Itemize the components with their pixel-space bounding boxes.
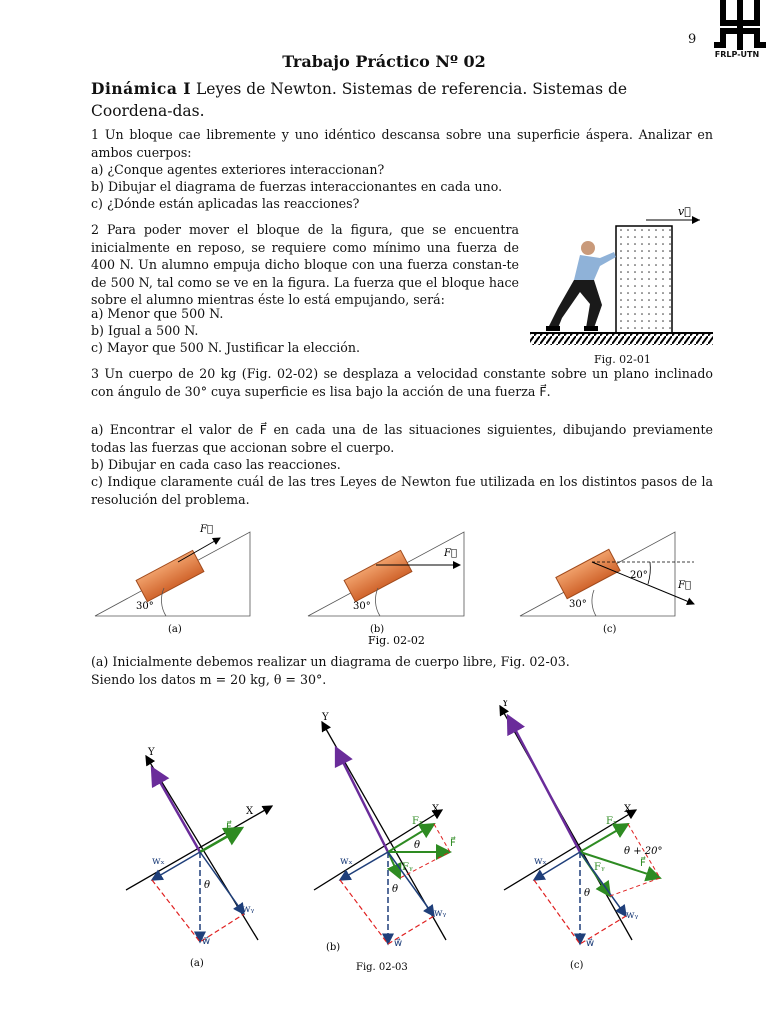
label-c: (c): [603, 624, 617, 635]
theta-b2: θ: [392, 884, 399, 895]
section-heading: [91, 78, 713, 122]
normal-b: n⃗: [338, 752, 345, 763]
fbd-a: [126, 747, 272, 969]
problem1-intro: 1 Un bloque cae libremente y uno idéntico descansa sobre una superficie áspera. Analizar en ambos cuerpos:: [91, 127, 713, 160]
problem2-a: a) Menor que 500 N.: [91, 306, 224, 321]
fy-c: Fᵧ: [594, 862, 605, 873]
axis-x-c: X: [624, 804, 632, 815]
fig0201-caption: Fig. 02-01: [594, 353, 651, 366]
incline-a: [95, 524, 250, 635]
block: [616, 226, 672, 333]
axis-y-b: Y: [322, 712, 329, 723]
axis-x-b: X: [432, 804, 440, 815]
wx-c: wₓ: [534, 856, 547, 867]
problem2-b: b) Igual a 500 N.: [91, 323, 199, 338]
force-a: F⃗: [226, 822, 232, 833]
problem2-intro: 2 Para poder mover el bloque de la figura, que se encuentra inicialmente en reposo, se requiere como mínimo una fuerza de 400 N. Un alumno empuja dicho bloque con una fuerza constan-te de 500 N, tal como se ve en la figura. La fuerza que el bloque hace sobre el alumno mientras éste lo está empujando, será:: [91, 222, 519, 307]
wy-c: wᵧ: [626, 910, 639, 921]
problem3-c: c) Indique claramente cuál de las tres Leyes de Newton fue utilizada en los distintos pasos de la resolución del problema.: [91, 474, 713, 507]
theta-b1: θ: [414, 840, 421, 851]
problem1-b: b) Dibujar el diagrama de fuerzas interaccionantes en cada uno.: [91, 179, 503, 194]
force-c: F⃗: [640, 858, 646, 869]
fbd-c: [500, 700, 662, 971]
angle-label-a: 30°: [136, 601, 154, 612]
heading-bold: Dinámica I: [91, 79, 192, 98]
weight-c: w⃗: [586, 938, 595, 949]
force-label-c: F⃗: [678, 580, 691, 591]
fy-b: Fᵧ: [402, 862, 413, 873]
axis-x-a: X: [246, 806, 254, 817]
solution-line2: Siendo los datos m = 20 kg, θ = 30°.: [91, 672, 327, 687]
fig0202-caption: Fig. 02-02: [368, 634, 425, 647]
problem2-c: c) Mayor que 500 N. Justificar la elección.: [91, 340, 360, 355]
axis-y-c: Y: [502, 700, 509, 709]
extra-angle-label: 20°: [630, 570, 648, 581]
fbd-label-a: (a): [190, 958, 204, 969]
angle-label-b: 30°: [353, 601, 371, 612]
theta-a: θ: [204, 880, 211, 891]
solution-line1: (a) Inicialmente debemos realizar un diagrama de cuerpo libre, Fig. 02-03.: [91, 654, 570, 669]
logo-text: FRLP-UTN: [714, 50, 760, 59]
student-figure: [546, 241, 616, 331]
figure-02-01: [528, 200, 718, 370]
wx-b: wₓ: [340, 856, 353, 867]
incline-b: [308, 532, 464, 635]
page-number: 9: [688, 32, 697, 47]
figure-02-03: [100, 700, 720, 990]
fbd-b: [314, 712, 456, 973]
label-b: (b): [370, 624, 385, 635]
weight-b: w⃗: [394, 938, 403, 949]
problem3-b: b) Dibujar en cada caso las reacciones.: [91, 457, 341, 472]
force-label-a: F⃗: [200, 524, 213, 535]
problem1-c: c) ¿Dónde están aplicadas las reacciones?: [91, 196, 360, 211]
weight-a: w⃗: [202, 936, 211, 947]
heading-rest: Leyes de Newton. Sistemas de referencia. Sistemas de Coordena-das.: [91, 80, 628, 120]
page-title: Trabajo Práctico Nº 02: [282, 52, 486, 71]
angle-label-c: 30°: [569, 599, 587, 610]
problem1-a: a) ¿Conque agentes exteriores interaccionan?: [91, 162, 385, 177]
incline-c: [520, 532, 694, 635]
wy-a: wᵧ: [242, 904, 255, 915]
force-label-b: F⃗: [444, 548, 457, 559]
problem3-a: a) Encontrar el valor de F⃗ en cada una de las situaciones siguientes, dibujando previamente todas las fuerzas que accionan sobre el cuerpo.: [91, 422, 713, 455]
fig0203-caption: Fig. 02-03: [356, 962, 408, 973]
normal-a: n⃗: [154, 776, 161, 787]
fbd-label-c: (c): [570, 960, 584, 971]
theta-plus-c: θ + 20°: [624, 846, 663, 857]
fbd-label-b: (b): [326, 942, 341, 953]
wx-a: wₓ: [152, 856, 165, 867]
fx-c: Fₓ: [606, 816, 618, 827]
fx-b: Fₓ: [412, 816, 424, 827]
problem3-intro: 3 Un cuerpo de 20 kg (Fig. 02-02) se desplaza a velocidad constante sobre un plano inclinado con ángulo de 30° cuya superficie es lisa bajo la acción de una fuerza F⃗.: [91, 366, 713, 399]
velocity-label: v⃗: [678, 205, 691, 218]
theta-c: θ: [584, 888, 591, 899]
wy-b: wᵧ: [434, 908, 447, 919]
force-b: F⃗: [450, 838, 456, 849]
figure-02-02: [80, 518, 720, 648]
ground-hatch: [530, 333, 713, 345]
normal-c: n⃗: [510, 722, 517, 733]
label-a: (a): [168, 624, 182, 635]
axis-y-a: Y: [148, 747, 155, 758]
